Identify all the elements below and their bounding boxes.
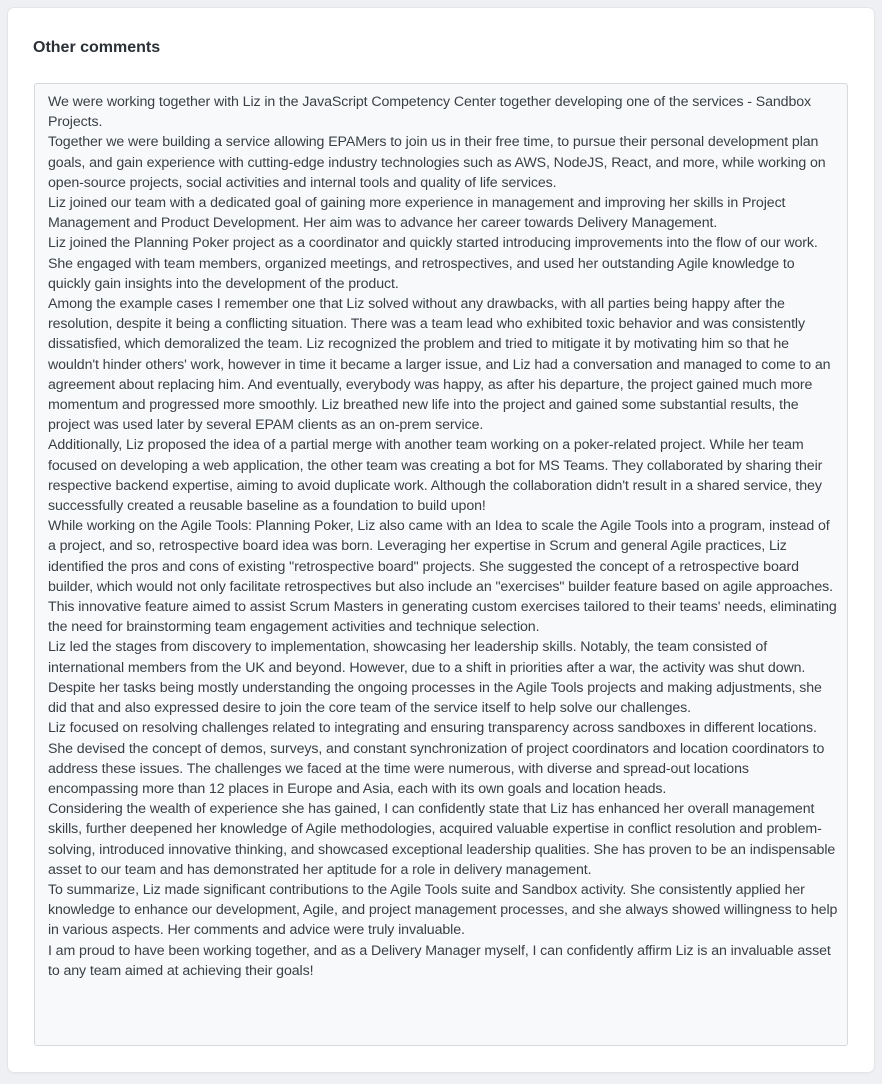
comment-paragraph: We were working together with Liz in the JavaScript Competency Center together developing one of the services - Sandbox Projects. — [48, 94, 812, 131]
other-comments-card — [8, 8, 874, 1072]
comment-paragraph: Liz joined our team with a dedicated goal of gaining more experience in management and improving her skills in Project Management and Product Development. Her aim was to advance her career towards Delivery Management. — [48, 195, 786, 232]
comment-paragraph: To summarize, Liz made significant contributions to the Agile Tools suite and Sandbox activity. She consistently applied her knowledge to enhance our development, Agile, and project management processes, and she always showed willingness to help in various aspects. Her comments and advice were truly invaluable. — [48, 881, 838, 939]
comment-paragraph: Considering the wealth of experience she has gained, I can confidently state that Liz has enhanced her overall management skills, further deepened her knowledge of Agile methodologies, acquired valuable expertise in conflict resolution and problem-solving, introduced innovative thinking, and showcased exceptional leadership qualities. She has proven to be an indispensable asset to our team and has demonstrated her aptitude for a role in delivery management. — [48, 801, 836, 878]
section-title: Other comments — [33, 39, 161, 56]
comment-paragraph: Liz led the stages from discovery to implementation, showcasing her leadership skills. Notably, the team consisted of international members from the UK and beyond. However, due to a shift in priorities after a war, the activity was shut down. — [48, 639, 806, 676]
comment-paragraph: Together we were building a service allowing EPAMers to join us in their free time, to pursue their personal development plan goals, and gain experience with cutting-edge industry technologies such as AWS, NodeJS, React, and more, while working on open-source projects, social activities and internal tools and quality of life services. — [48, 134, 826, 191]
comment-paragraph: Despite her tasks being mostly understanding the ongoing processes in the Agile Tools projects and making adjustments, she did that and also expressed desire to join the core team of the service itself to help solve our challenges. — [48, 679, 822, 717]
comment-paragraph: Liz focused on resolving challenges related to integrating and ensuring transparency across sandboxes in different locations. She devised the concept of demos, surveys, and constant synchronization of project coordinators and location coordinators to address these issues. The challenges we faced at the time were numerous, with diverse and spread-out locations encompassing more than 12 places in Europe and Asia, each with its own goals and location heads. — [48, 720, 825, 797]
comment-paragraph: While working on the Agile Tools: Planning Poker, Liz also came with an Idea to scale the Agile Tools into a program, instead of a project, and so, retrospective board idea was born. Leveraging her expertise in Scrum and general Agile practices, Liz identified the pros and cons of existing "retrospective board" projects. She suggested the concept of a retrospective board builder, which would not only facilitate retrospectives but also include an "exercises" builder feature based on agile approaches. This innovative feature aimed to assist Scrum Masters in generating custom exercises tailored to their teams' needs, eliminating the need for brainstorming team engagement activities and technique selection. — [48, 518, 837, 636]
comments-textarea[interactable] — [34, 83, 848, 1046]
comment-paragraph: I am proud to have been working together, and as a Delivery Manager myself, I can confidently affirm Liz is an invaluable asset to any team aimed at achieving their goals! — [48, 942, 831, 979]
comment-paragraph: Additionally, Liz proposed the idea of a partial merge with another team working on a poker-related project. While her team focused on developing a web application, the other team was creating a bot for MS Teams. They collaborated by sharing their respective backend expertise, aiming to avoid duplicate work. Although the collaboration didn't result in a shared service, they successfully created a reusable baseline as a foundation to build upon! — [48, 437, 823, 515]
comment-paragraph: Liz joined the Planning Poker project as a coordinator and quickly started introducing improvements into the flow of our work. She engaged with team members, organized meetings, and retrospectives, and used her outstanding Agile knowledge to quickly gain insights into the development of the product. — [48, 235, 818, 292]
comment-paragraph: Among the example cases I remember one that Liz solved without any drawbacks, with all parties being happy after the resolution, despite it being a conflicting situation. There was a team lead who exhibited toxic behavior and was consistently dissatisfied, which demoralized the team. Liz recognized the problem and tried to mitigate it by motivating him so that he wouldn't hinder others' work, however in time it became a larger issue, and Liz had a conversation and managed to come to an agreement about replacing him. And eventually, everybody was happy, as after his departure, the project gained much more momentum and progressed more smoothly. Liz breathed new life into the project and gained some substantial results, the project was used later by several EPAM clients as an on-prem service. — [48, 296, 831, 434]
